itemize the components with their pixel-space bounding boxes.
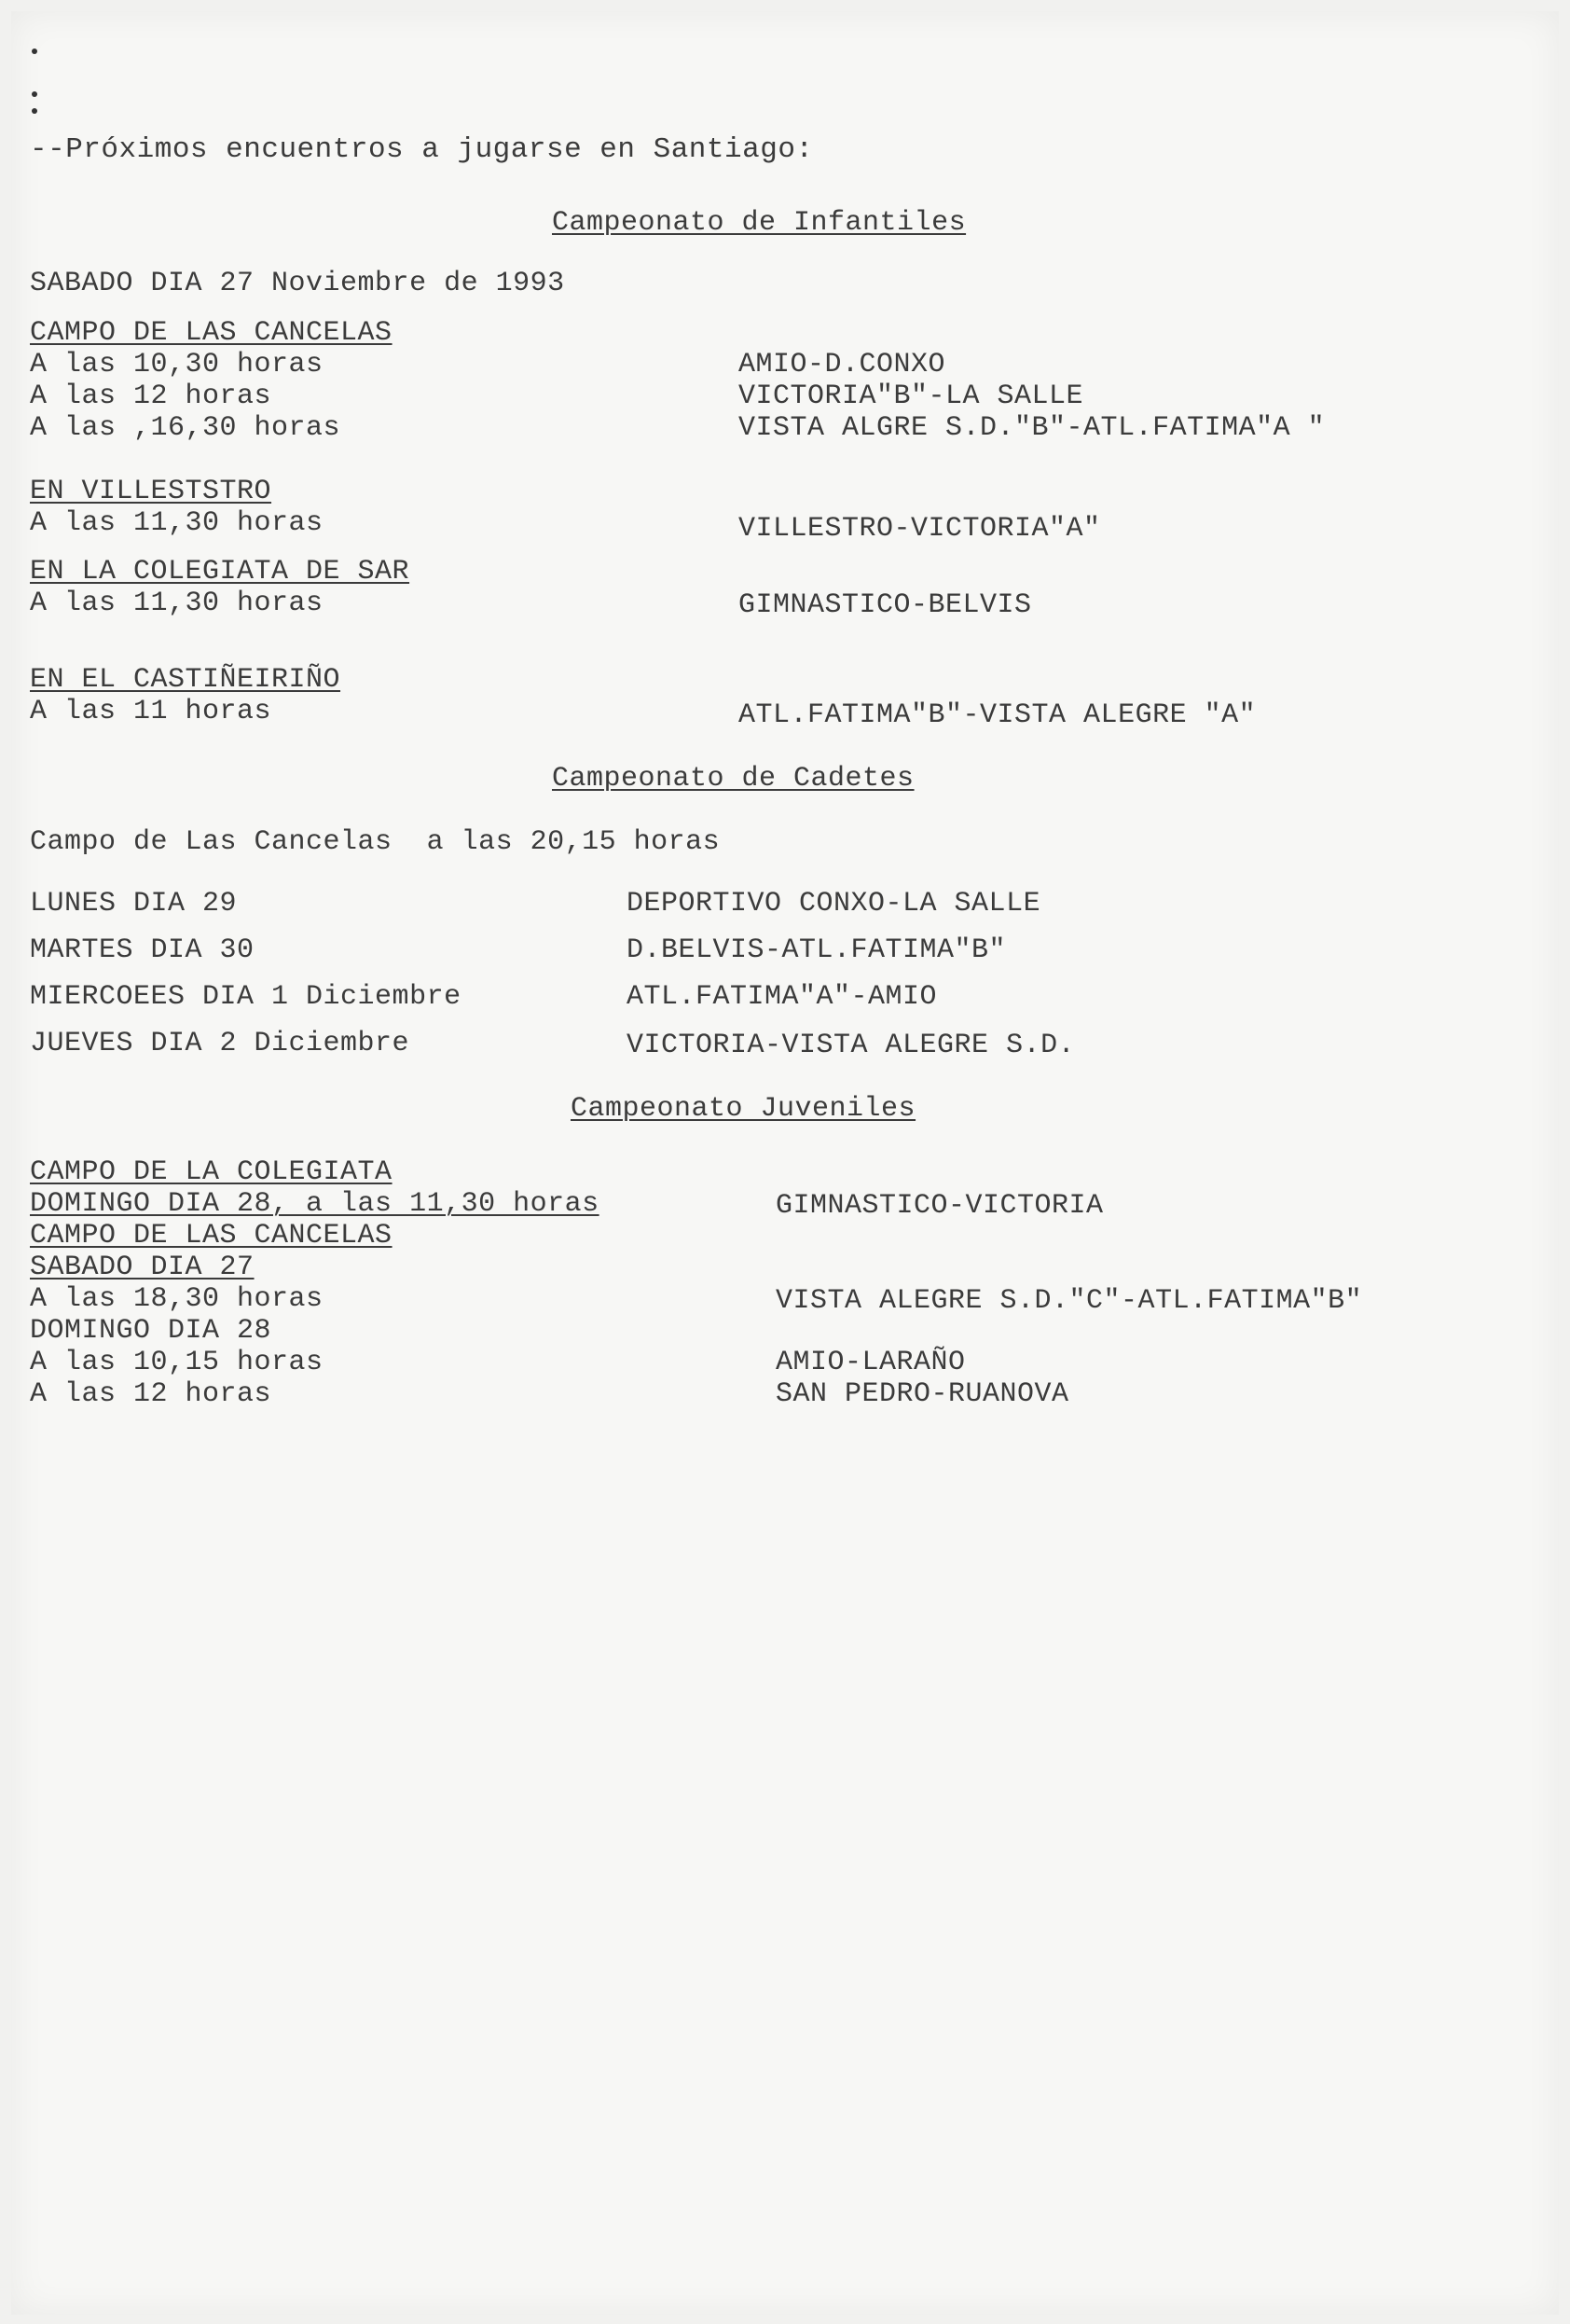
match-name: VISTA ALGRE S.D."B"-ATL.FATIMA"A ": [738, 412, 1326, 444]
venue-cancelas-juveniles: CAMPO DE LAS CANCELAS: [30, 1220, 392, 1252]
match-name: VISTA ALEGRE S.D."C"-ATL.FATIMA"B": [776, 1285, 1363, 1317]
time-slot: A las 11 horas: [30, 696, 272, 727]
time-slot: A las 18,30 horas: [30, 1283, 324, 1315]
margin-mark: [32, 48, 37, 54]
schedule-day: DOMINGO DIA 28, a las 11,30 horas: [30, 1188, 599, 1220]
margin-mark: [32, 108, 37, 114]
schedule-day: MIERCOEES DIA 1 Diciembre: [30, 981, 461, 1013]
venue-castineirino: EN EL CASTIÑEIRIÑO: [30, 664, 341, 696]
time-slot: A las 10,30 horas: [30, 349, 324, 380]
venue-colegiata: EN LA COLEGIATA DE SAR: [30, 556, 410, 588]
venue-villestro: EN VILLESTSTRO: [30, 476, 272, 507]
section-heading-infantiles: Campeonato de Infantiles: [552, 207, 967, 239]
match-name: DEPORTIVO CONXO-LA SALLE: [627, 888, 1041, 920]
match-name: AMIO-D.CONXO: [738, 349, 946, 380]
schedule-day: SABADO DIA 27: [30, 1252, 255, 1283]
margin-mark: [32, 91, 37, 97]
match-name: AMIO-LARAÑO: [776, 1347, 966, 1378]
time-slot: A las 11,30 horas: [30, 507, 324, 539]
match-name: ATL.FATIMA"B"-VISTA ALEGRE "A": [738, 699, 1257, 731]
time-slot: A las 12 horas: [30, 380, 272, 412]
match-name: GIMNASTICO-VICTORIA: [776, 1190, 1104, 1222]
infantiles-date: SABADO DIA 27 Noviembre de 1993: [30, 268, 565, 299]
time-slot: A las 11,30 horas: [30, 588, 324, 619]
document-title: --Próximos encuentros a jugarse en Santiago:: [30, 133, 814, 166]
match-name: D.BELVIS-ATL.FATIMA"B": [627, 934, 1007, 966]
document-page: [11, 11, 1559, 2315]
schedule-day: DOMINGO DIA 28: [30, 1315, 272, 1347]
match-name: GIMNASTICO-BELVIS: [738, 589, 1032, 621]
match-name: VICTORIA"B"-LA SALLE: [738, 380, 1084, 412]
section-heading-juveniles: Campeonato Juveniles: [571, 1093, 916, 1125]
schedule-day: LUNES DIA 29: [30, 888, 238, 920]
schedule-day: MARTES DIA 30: [30, 934, 255, 966]
time-slot: A las ,16,30 horas: [30, 412, 341, 444]
cadetes-venue-line: Campo de Las Cancelas a las 20,15 horas: [30, 826, 721, 858]
time-slot: A las 12 horas: [30, 1378, 272, 1410]
section-heading-cadetes: Campeonato de Cadetes: [552, 763, 915, 795]
match-name: SAN PEDRO-RUANOVA: [776, 1378, 1069, 1410]
schedule-day: JUEVES DIA 2 Diciembre: [30, 1028, 410, 1059]
time-slot: A las 10,15 horas: [30, 1347, 324, 1378]
venue-cancelas: CAMPO DE LAS CANCELAS: [30, 317, 392, 349]
venue-colegiata-juveniles: CAMPO DE LA COLEGIATA: [30, 1156, 392, 1188]
match-name: VICTORIA-VISTA ALEGRE S.D.: [627, 1030, 1076, 1061]
match-name: ATL.FATIMA"A"-AMIO: [627, 981, 938, 1013]
match-name: VILLESTRO-VICTORIA"A": [738, 513, 1101, 545]
